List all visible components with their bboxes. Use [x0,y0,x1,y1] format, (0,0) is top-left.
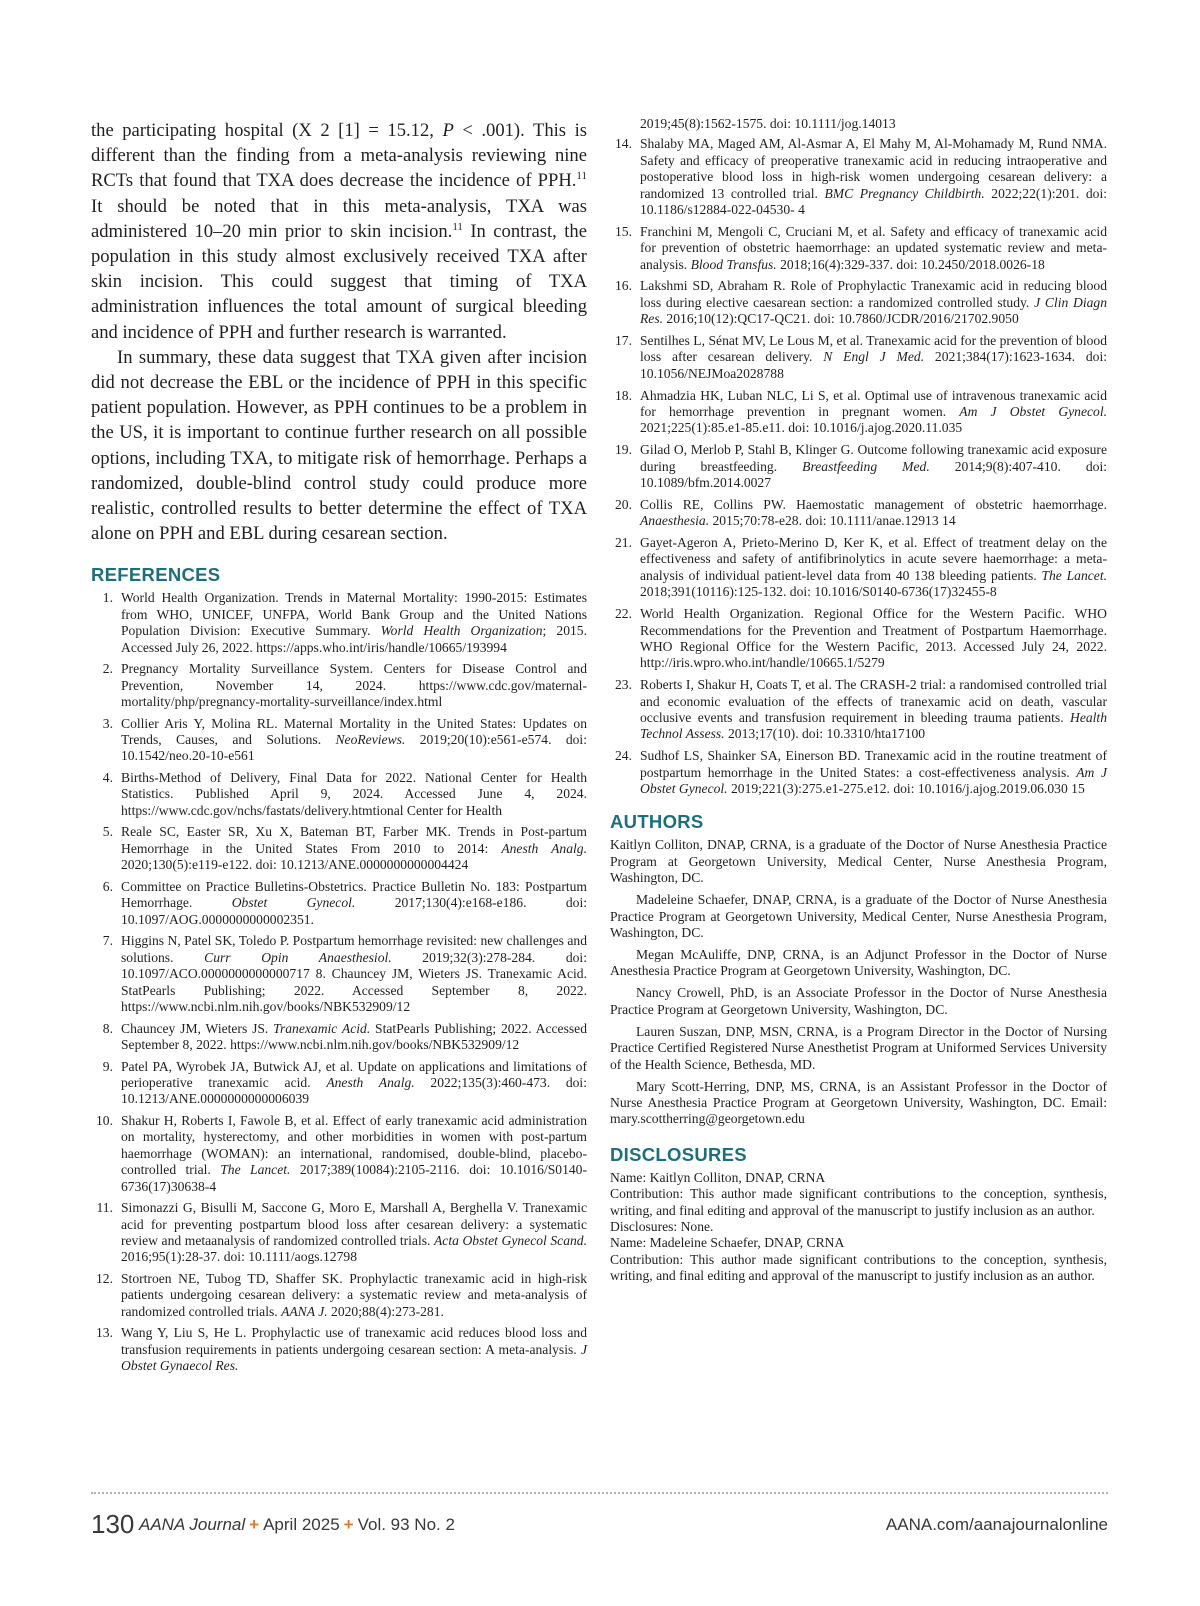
italic-text: NeoReviews. [335,732,406,748]
reference-item [91,1200,587,1266]
reference-number: 7. [102,933,113,949]
italic-text: J Clin Diagn Res. [640,294,1108,327]
reference-number: 6. [102,878,113,894]
right-column [610,116,1107,1285]
text-run: Chauncey JM, Wieters JS. [121,1020,274,1036]
text-run: It should be noted that in this meta-analysis, TXA was administered 10–20 min prior to skin incision. [91,195,587,242]
text-run: 2020;130(5):e119-e122. doi: 10.1213/ANE.0000000000004424 [121,857,469,873]
body-paragraph [91,118,587,345]
text-run: ; 2015. Accessed July 26, 2022. https://apps.who.int/iris/handle/10665/193994 [121,623,587,655]
text-run: 2021;225(1):85.e1-85.e11. doi: 10.1016/j.ajog.2020.11.035 [640,420,963,436]
reference-item [91,770,587,819]
italic-text: The Lancet. [1041,567,1107,583]
reference-item [610,333,1107,382]
reference-number: 5. [102,824,113,840]
references-list-left [91,590,587,1374]
text-run: 2017;130(4):e168-e186. doi: 10.1097/AOG.0000000000002351. [121,895,588,927]
disclosure-line: Name: Madeleine Schaefer, DNAP, CRNA [610,1235,845,1251]
text-run: Franchini M, Mengoli C, Cruciani M, et al. Safety and efficacy of tranexamic acid for prevention of obstetric haemorrhage: an updated systematic review and meta-analysis. [640,223,1107,272]
journal-url: AANA.com/aanajournalonline [885,1515,1108,1534]
reference-item [610,535,1107,601]
reference-item [91,716,587,765]
reference-number: 4. [102,770,113,786]
article-body-text [91,118,587,546]
italic-text: J Obstet Gynaecol Res. [121,1341,587,1374]
reference-number: 11. [96,1200,113,1216]
text-run: World Health Organization. Regional Office for the Western Pacific. WHO Recommendations for the Prevention and Treatment of Postpartum Haemorrhage. WHO Regional Office for the Western Pacific, 2013. Accessed July 24, 2022. http://iris.wpro.who.int/handle/10665.1/5279 [640,606,1107,671]
reference-number: 17. [615,333,632,349]
reference-item [91,933,587,1015]
text-run: Ahmadzia HK, Luban NLC, Li S, et al. Optimal use of intravenous tranexamic acid for hemorrhage prevention in pregnant women. [640,387,1107,420]
reference-item [91,1021,587,1054]
italic-text: Am J Obstet Gynecol. [959,404,1108,420]
reference-number: 23. [615,677,632,693]
reference-number: 13. [96,1325,113,1341]
text-run: Collis RE, Collins PW. Haemostatic management of obstetric haemorrhage. [640,496,1107,512]
author-bio: Kaitlyn Colliton, DNAP, CRNA, is a graduate of the Doctor of Nurse Anesthesia Practice Program at Georgetown University, Medical Center, Nurse Anesthesia Program, Washington, DC. [610,837,1107,886]
text-run: Shalaby MA, Maged AM, Al-Asmar A, El Mahy M, Al-Mohamady M, Rund NMA. Safety and efficacy of preoperative tranexamic acid in reducing intraoperative and postoperative blood loss in high-risk women undergoing cesarean delivery: a randomized 13 controlled trial. [640,136,1107,201]
text-run: 2020;88(4):273-281. [327,1303,444,1319]
text-run: Higgins N, Patel SK, Toledo P. Postpartum hemorrhage revisited: new challenges and solutions. [121,933,587,965]
reference-number: 2. [102,661,113,677]
text-run: In contrast, the population in this study almost exclusively received TXA after skin incision. This could suggest that timing of TXA administration influences the total amount of surgical bleeding and incidence of PPH and further research is warranted. [91,220,587,343]
text-run: 2016;95(1):28-37. doi: 10.1111/aogs.12798 [121,1249,357,1265]
text-run: Stortroen NE, Tubog TD, Shaffer SK. Prophylactic tranexamic acid in high-risk patients undergoing cesarean delivery: a systematic review and meta-analysis of randomized controlled trials. [121,1270,587,1319]
references-list-right [610,136,1107,797]
text-run: 2021;384(17):1623-1634. doi: 10.1056/NEJMoa2028788 [640,349,1107,381]
citation-superscript: 11 [576,170,587,183]
italic-text: Am J Obstet Gynecol. [640,764,1107,796]
text-run: Roberts I, Shakur H, Coats T, et al. The CRASH-2 trial: a randomised controlled trial and economic evaluation of the effects of tranexamic acid on death, vascular occlusive events and transfusion requirement in bleeding trauma patients. [640,677,1107,725]
text-run: 2017;389(10084):2105-2116. doi: 10.1016/S0140-6736(17)30638-4 [121,1162,587,1194]
reference-number: 20. [615,496,632,512]
italic-text: Anesth Analg. [326,1074,415,1090]
reference-number: 8. [102,1020,113,1036]
text-run: In summary, these data suggest that TXA given after incision did not decrease the EBL or the incidence of PPH in this specific patient population. However, as PPH continues to be a problem in the US, it is important to continue further research on all possible options, including TXA, to mitigate risk of hemorrhage. Perhaps a randomized, double-blind control study could produce more realistic, controlled results to better determine the effect of TXA alone on PPH and EBL during cesarean section. [91,346,587,545]
author-bio: Megan McAuliffe, DNP, CRNA, is an Adjunct Professor in the Doctor of Nurse Anesthesia Practice Program at Georgetown University, Washington, DC. [610,946,1107,979]
text-run: Sudhof LS, Shainker SA, Einerson BD. Tranexamic acid in the routine treatment of postpartum hemorrhage in the United States: a cost-effectiveness analysis. [640,748,1107,780]
reference-item [91,879,587,928]
text-run: Patel PA, Wyrobek JA, Butwick AJ, et al. Update on applications and limitations of perioperative tranexamic acid. [121,1058,587,1090]
reference-number: 24. [615,748,632,764]
reference-item [610,388,1107,437]
reference-number: 15. [615,223,632,239]
reference-item [610,224,1107,273]
disclosures-list [610,1170,1107,1285]
text-run: 2015;70:78-e28. doi: 10.1111/anae.12913 14 [709,513,956,529]
separator-plus-icon: + [343,1515,354,1534]
reference-number: 22. [615,606,632,622]
references-heading: REFERENCES [91,564,221,586]
journal-name: AANA Journal [139,1515,246,1534]
reference-13-continuation: 2019;45(8):1562-1575. doi: 10.1111/jog.14013 [640,116,896,131]
journal-info [139,1515,455,1535]
page-footer [91,1509,1108,1542]
disclosure-line: Contribution: This author made significant contributions to the conception, synthesis, writing, and final editing and approval of the manuscript to justify inclusion as an author. [610,1186,1107,1218]
left-column [91,118,587,1380]
reference-number: 18. [615,387,632,403]
reference-number: 21. [615,535,632,551]
reference-item [91,1325,587,1374]
italic-text: N Engl J Med. [823,349,925,365]
citation-superscript: 11 [452,220,463,233]
text-run: Births-Method of Delivery, Final Data for 2022. National Center for Health Statistics. Published April 9, 2024. Accessed June 4, 2024. https://www.cdc.gov/nchs/fastats/delivery.htmtional Center for Health [121,770,587,818]
disclosure-line: Name: Kaitlyn Colliton, DNAP, CRNA [610,1169,826,1185]
issue-date: April 2025 [263,1515,340,1534]
text-run: Sentilhes L, Sénat MV, Le Lous M, et al. Tranexamic acid for the prevention of blood loss after cesarean delivery. [640,333,1107,365]
author-bio: Nancy Crowell, PhD, is an Associate Professor in the Doctor of Nurse Anesthesia Practice Program at Georgetown University, Washington, DC. [610,985,1107,1017]
text-run: Lakshmi SD, Abraham R. Role of Prophylactic Tranexamic acid in reducing blood loss during elective caesarean section: a randomized controlled study. [640,278,1107,310]
reference-item [610,442,1107,491]
reference-item [610,677,1107,743]
italic-text: Anaesthesia. [640,513,710,529]
text-run: World Health Organization. Trends in Maternal Mortality: 1990-2015: Estimates from WHO, UNICEF, UNFPA, World Bank Group and the United Nations Population Division: Executive Summary. [121,590,587,639]
reference-number: 16. [615,278,632,294]
text-run: Pregnancy Mortality Surveillance System. Centers for Disease Control and Prevention, November 14, 2024. https://www.cdc.gov/maternal-mortality/php/pregnancy-mortality-surveillance/index.html [121,661,587,710]
reference-number: 10. [96,1112,113,1128]
reference-item [91,1059,587,1108]
italic-text: Curr Opin Anaesthesiol. [204,949,392,965]
italic-text: P [442,120,454,141]
disclosures-heading: DISCLOSURES [610,1143,747,1165]
text-run: 2019;221(3):275.e1-275.e12. doi: 10.1016/j.ajog.2019.06.030 15 [727,780,1085,796]
text-run: Gayet-Ageron A, Prieto-Merino D, Ker K, et al. Effect of treatment delay on the effectiveness and safety of antifibrinolytics in acute severe haemorrhage: a meta-analysis of individual patient-level data from 40 138 bleeding patients. [640,535,1107,583]
footer-dotted-rule [91,1492,1108,1494]
reference-item [610,278,1107,327]
reference-item [610,606,1107,672]
authors-heading: AUTHORS [610,811,704,833]
reference-number: 12. [96,1270,113,1286]
text-run: Collier Aris Y, Molina RL. Maternal Mortality in the United States: Updates on Trends, Causes, and Solutions. [121,715,587,748]
italic-text: Breastfeeding Med. [802,458,930,474]
text-run: Simonazzi G, Bisulli M, Saccone G, Moro E, Marshall A, Berghella V. Tranexamic acid for preventing postpartum blood loss after cesarean delivery: a systematic review and metaanalysis of randomized controlled trials. [121,1200,587,1248]
text-run: 2022;22(1):201. doi: 10.1186/s12884-022-04530- 4 [640,185,1108,218]
italic-text: World Health Organization [380,623,543,639]
italic-text: BMC Pregnancy Childbirth. [824,185,985,201]
volume-issue: Vol. 93 No. 2 [357,1515,455,1534]
text-run: 2018;16(4):329-337. doi: 10.2450/2018.0026-18 [776,256,1045,272]
author-bio: Mary Scott-Herring, DNP, MS, CRNA, is an Assistant Professor in the Doctor of Nurse Anesthesia Practice Program at Georgetown University, Washington, DC. Email: mary.scottherring@georgetown.edu [610,1078,1107,1127]
text-run: 2013;17(10). doi: 10.3310/hta17100 [724,726,926,742]
separator-plus-icon: + [249,1515,260,1534]
text-run: Shakur H, Roberts I, Fawole B, et al. Effect of early tranexamic acid administration on mortality, hysterectomy, and other morbidities in women with post-partum haemorrhage (WOMAN): an international, randomised, double-blind, placebo-controlled trial. [121,1112,587,1178]
text-run: Reale SC, Easter SR, Xu X, Bateman BT, Farber MK. Trends in Post-partum Hemorrhage in the United States From 2010 to 2014: [121,824,587,856]
italic-text: Obstet Gynecol. [231,895,356,911]
reference-number: 14. [615,136,632,152]
text-run: StatPearls Publishing; 2022. Accessed September 8, 2022. https://www.ncbi.nlm.nih.gov/books/NBK532909/12 [121,1020,587,1052]
reference-item [91,1271,587,1320]
italic-text: Health Technol Assess. [640,709,1107,742]
reference-item [610,136,1107,218]
italic-text: Tranexamic Acid. [273,1020,371,1036]
text-run: 2014;9(8):407-410. doi: 10.1089/bfm.2014.0027 [640,458,1108,491]
reference-item [91,661,587,710]
disclosure-line: Disclosures: None. [610,1219,714,1235]
author-bio: Lauren Suszan, DNP, MSN, CRNA, is a Program Director in the Doctor of Nursing Practice Certified Registered Nurse Anesthetist Program at Uniformed Services University of the Health Science, Bethesda, MD. [610,1023,1107,1072]
reference-item [610,748,1107,797]
italic-text: Blood Transfus. [690,256,777,272]
body-paragraph [91,345,587,547]
reference-number: 3. [102,715,113,731]
italic-text: Anesth Analg. [501,840,587,856]
reference-item [610,497,1107,530]
disclosure-line: Contribution: This author made significant contributions to the conception, synthesis, writing, and final editing and approval of the manuscript to justify inclusion as an author. [610,1251,1107,1284]
reference-number: 9. [102,1058,113,1074]
text-run: 2018;391(10116):125-132. doi: 10.1016/S0140-6736(17)32455-8 [640,584,997,600]
page-number: 130 [91,1509,135,1539]
text-run: Wang Y, Liu S, He L. Prophylactic use of tranexamic acid reduces blood loss and transfusion requirements in patients undergoing cesarean section: A meta-analysis. [121,1325,587,1357]
italic-text: The Lancet. [220,1162,291,1178]
reference-number: 1. [102,590,113,606]
italic-text: AANA J. [281,1303,328,1319]
text-run: 2022;135(3):460-473. doi: 10.1213/ANE.0000000000006039 [121,1074,587,1107]
text-run: the participating hospital (X 2 [1] = 15.12, [91,120,443,141]
authors-list [610,837,1107,1127]
text-run: 2019;32(3):278-284. doi: 10.1097/ACO.0000000000000717 8. Chauncey JM, Wieters JS. Tranexamic Acid. StatPearls Publishing; 2022. Accessed September 8, 2022. https://www.ncbi.nlm.nih.gov/books/NBK532909/12 [121,949,587,1014]
text-run: 2016;10(12):QC17-QC21. doi: 10.7860/JCDR/2016/21702.9050 [663,311,1019,327]
reference-item [91,590,587,656]
text-run: Committee on Practice Bulletins-Obstetrics. Practice Bulletin No. 183: Postpartum Hemorrhage. [121,878,587,911]
reference-item [91,824,587,873]
text-run: 2019;20(10):e561-e574. doi: 10.1542/neo.20-10-e561 [121,732,587,764]
author-bio: Madeleine Schaefer, DNAP, CRNA, is a graduate of the Doctor of Nurse Anesthesia Practice Program at Georgetown University, Medical Center, Nurse Anesthesia Program, Washington, DC. [610,892,1107,940]
text-run: < .001). This is different than the finding from a meta-analysis reviewing nine RCTs that found that TXA does decrease the incidence of PPH. [91,120,587,192]
text-run: Gilad O, Merlob P, Stahl B, Klinger G. Outcome following tranexamic acid exposure during breastfeeding. [640,442,1107,474]
italic-text: Acta Obstet Gynecol Scand. [433,1232,587,1248]
reference-number: 19. [615,442,632,458]
reference-item [91,1113,587,1195]
